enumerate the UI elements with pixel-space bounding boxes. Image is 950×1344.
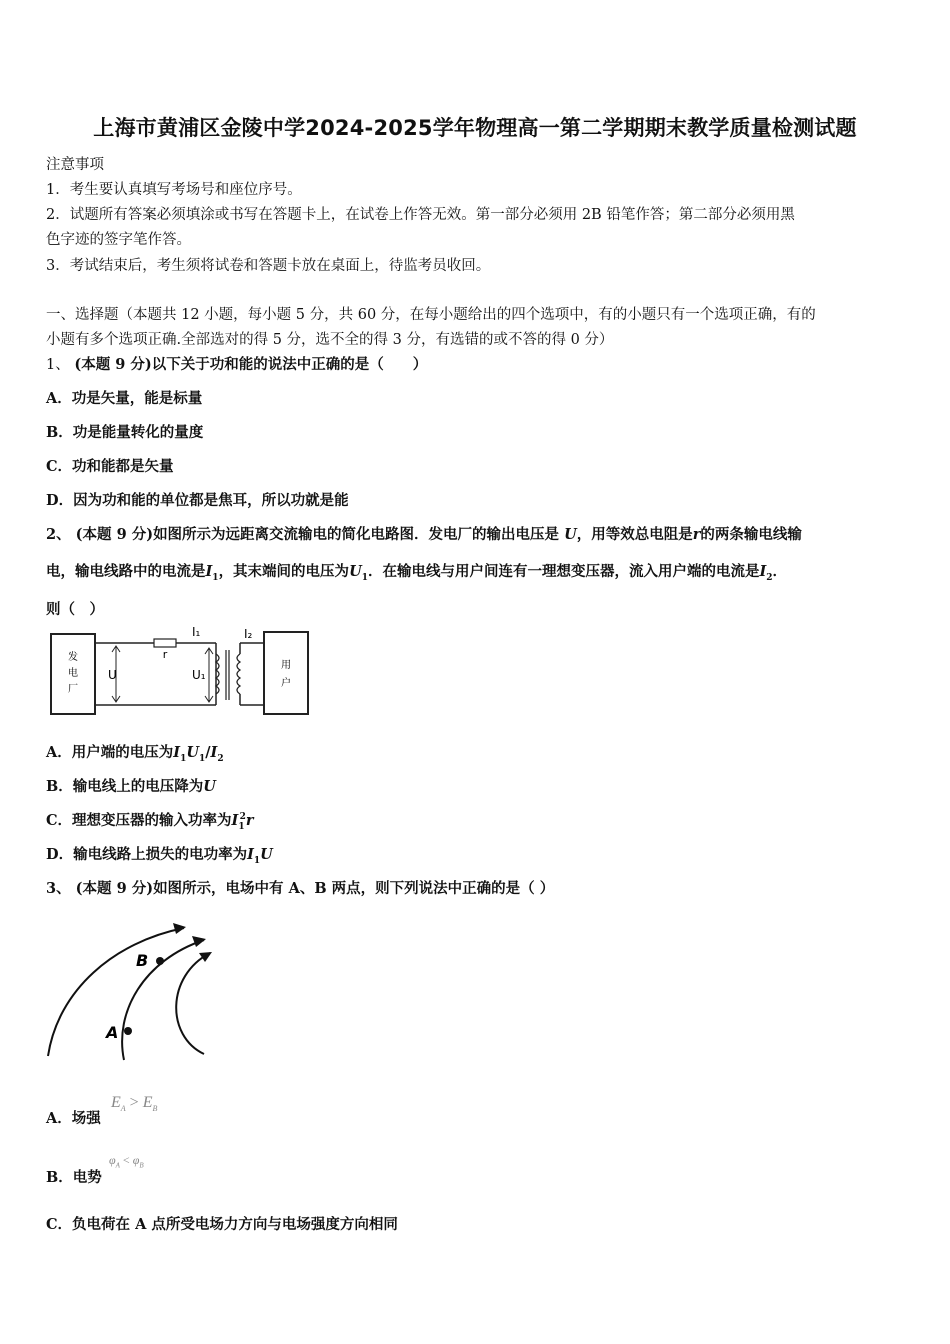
section-heading-line1: 一、选择题（本题共 12 小题，每小题 5 分，共 60 分，在每小题给出的四个选项中，有的小题只有一个选项正确，有的 — [46, 307, 816, 323]
point-a-dot — [124, 1027, 132, 1035]
power-plant-label-2: 电 — [68, 668, 78, 679]
notice-heading: 注意事项 — [46, 157, 104, 173]
electric-field-diagram — [44, 920, 224, 1062]
q2-option-c: C．理想变压器的输入功率为$I_1^2r$ — [46, 812, 254, 832]
voltage-u1-label: U₁ — [192, 668, 206, 682]
question-text: 以下关于功和能的说法中正确的是（ ） — [151, 356, 428, 373]
power-plant-label-3: 厂 — [68, 684, 78, 695]
page-title: 上海市黄浦区金陵中学2024-2025学年物理高一第二学期期末教学质量检测试题 — [93, 116, 857, 140]
question-1-stem — [46, 353, 427, 374]
point-b-dot — [156, 957, 164, 965]
q2-option-d: D．输电线路上损失的电功率为$I_1U$ — [46, 846, 273, 866]
question-number: 1、 — [46, 357, 70, 373]
question-2-stem-line1: 2、 (本题 9 分)如图所示为远距离交流输电的简化电路图．发电厂的输出电压是 U，用等效总电阻是r的两条输电线输 — [46, 526, 802, 543]
field-line-middle — [122, 940, 204, 1060]
q2-option-a: A．用户端的电压为$I_1U_1/I_2$ — [46, 744, 224, 764]
voltage-u-label: U — [108, 668, 117, 682]
field-arrow-middle — [192, 936, 206, 947]
q1-option-b: B．功是能量转化的量度 — [46, 424, 204, 441]
notice-item-1: 1．考生要认真填写考场号和座位序号。 — [46, 182, 302, 198]
q3-option-b-formula: $\varphi_A < \varphi_B$ — [109, 1153, 144, 1170]
point-b-label: B — [136, 951, 149, 970]
notice-item-2-cont: 色字迹的签字笔作答。 — [46, 232, 191, 248]
q2-option-b: B．输电线上的电压降为U — [46, 778, 216, 795]
q1-option-d: D．因为功和能的单位都是焦耳，所以功就是能 — [46, 492, 349, 509]
q1-option-c: C．功和能都是矢量 — [46, 458, 174, 475]
q3-option-b: B．电势 — [46, 1169, 102, 1186]
user-label-2: 户 — [281, 678, 291, 689]
q1-option-a: A．功是矢量，能是标量 — [46, 390, 203, 407]
secondary-coil — [237, 654, 240, 694]
transmission-circuit-diagram — [46, 624, 316, 718]
notice-item-3: 3．考试结束后，考生须将试卷和答题卡放在桌面上，待监考员收回。 — [46, 258, 491, 274]
user-box — [264, 632, 308, 714]
question-2-stem-line3: 则（ ） — [46, 601, 104, 618]
q3-option-a-formula: $E_A > E_B$ — [111, 1094, 158, 1114]
resistor-label: r — [162, 648, 168, 661]
current-i2-label: I₂ — [244, 627, 253, 641]
section-heading-line2: 小题有多个选项正确.全部选对的得 5 分，选不全的得 3 分，有选错的或不答的得 0 分） — [46, 332, 614, 348]
current-i1-label: I₁ — [192, 625, 201, 639]
resistor-r — [154, 639, 176, 647]
question-2-stem-line2: 电，输电线路中的电流是$I_1$，其末端间的电压为$U_1$．在输电线与用户间连有一理想变压器，流入用户端的电流是$I_2$． — [46, 563, 788, 583]
q3-option-c: C．负电荷在 A 点所受电场力方向与电场强度方向相同 — [46, 1216, 398, 1233]
user-label-1: 用 — [281, 660, 291, 671]
notice-item-2: 2．试题所有答案必须填涂或书写在答题卡上，在试卷上作答无效。第一部分必须用 2B 铅笔作答；第二部分必须用黑 — [46, 207, 795, 223]
q3-option-a: A．场强 — [46, 1110, 101, 1127]
question-score: (本题 9 分) — [74, 356, 152, 373]
power-plant-label-1: 发 — [68, 652, 78, 663]
field-arrow-inner — [199, 952, 212, 962]
point-a-label: A — [106, 1023, 119, 1042]
question-3-stem: 3、 (本题 9 分)如图所示，电场中有 A、B 两点，则下列说法中正确的是（ ） — [46, 880, 555, 897]
field-line-inner — [176, 953, 210, 1054]
